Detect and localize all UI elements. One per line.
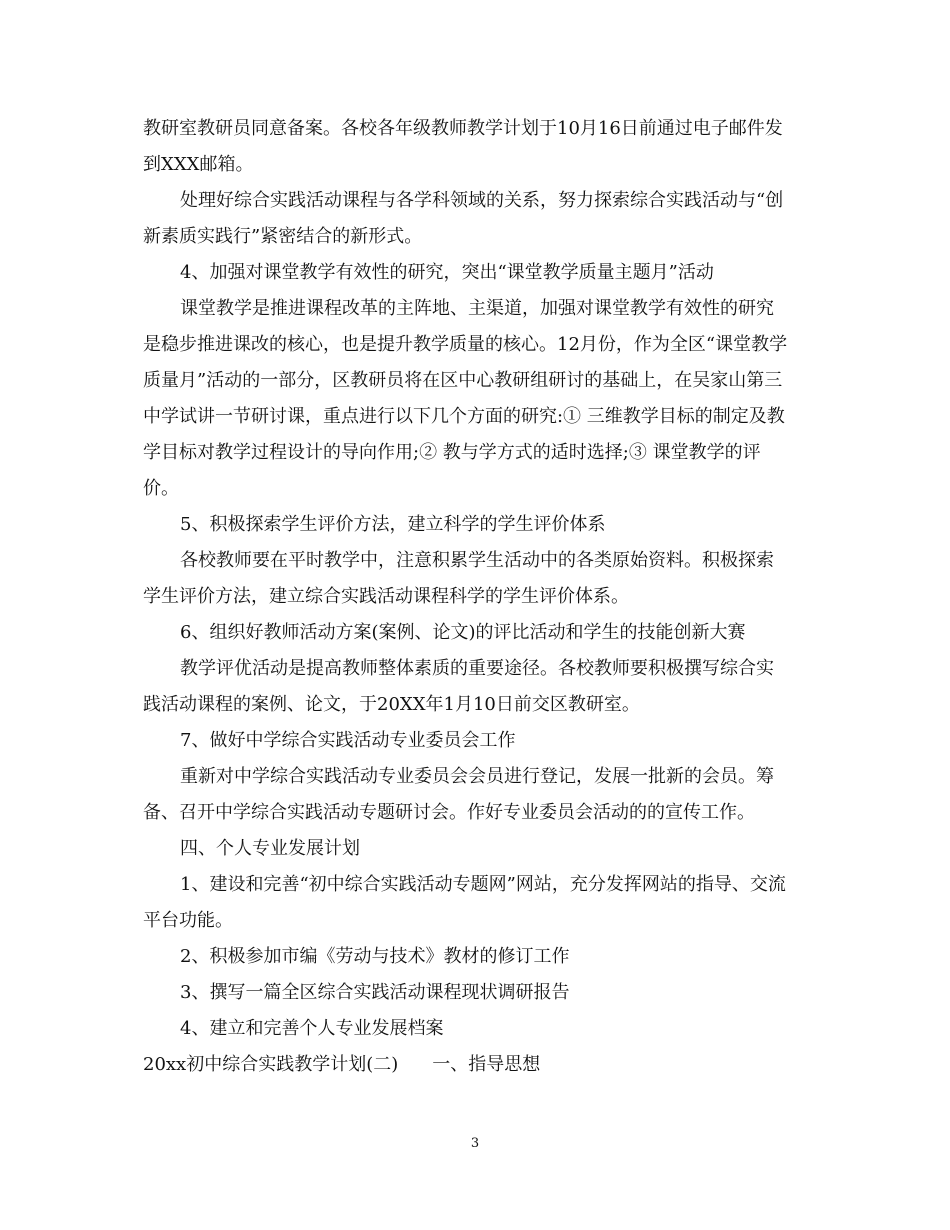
text-line: 中学试讲一节研讨课，重点进行以下几个方面的研究:① 三维教学目标的制定及教 bbox=[143, 406, 785, 427]
text-line: 处理好综合实践活动课程与各学科领域的关系，努力探索综合实践活动与“创 bbox=[180, 190, 784, 211]
text-line: 2、积极参加市编《劳动与技术》教材的修订工作 bbox=[180, 946, 570, 967]
text-line: 践活动课程的案例、论文，于20XX年1月10日前交区教研室。 bbox=[143, 694, 640, 715]
section-heading: 7、做好中学综合实践活动专业委员会工作 bbox=[180, 730, 516, 751]
section-heading: 四、个人专业发展计划 bbox=[180, 838, 360, 859]
text-line: 重新对中学综合实践活动专业委员会会员进行登记，发展一批新的会员。筹 bbox=[180, 766, 774, 787]
text-line: 课堂教学是推进课程改革的主阵地、主渠道，加强对课堂教学有效性的研究 bbox=[180, 298, 774, 319]
text-line: 价。 bbox=[143, 478, 179, 499]
text-line: 教学评优活动是提高教师整体素质的重要途径。各校教师要积极撰写综合实 bbox=[180, 658, 774, 679]
text-line: 平台功能。 bbox=[143, 910, 233, 931]
text-line: 各校教师要在平时教学中，注意积累学生活动中的各类原始资料。积极探索 bbox=[180, 550, 774, 571]
section-heading: 5、积极探索学生评价方法，建立科学的学生评价体系 bbox=[180, 514, 606, 535]
section-heading: 6、组织好教师活动方案(案例、论文)的评比活动和学生的技能创新大赛 bbox=[180, 622, 746, 643]
text-line: 学目标对教学过程设计的导向作用;② 教与学方式的适时选择;③ 课堂教学的评 bbox=[143, 442, 761, 463]
text-line: 是稳步推进课改的核心，也是提升教学质量的核心。12月份，作为全区“课堂教学 bbox=[143, 334, 788, 355]
text-line bbox=[143, 1053, 540, 1077]
text-line: 学生评价方法，建立综合实践活动课程科学的学生评价体系。 bbox=[143, 586, 629, 607]
section-heading: 一、指导思想 bbox=[432, 1054, 541, 1075]
text-line: 质量月”活动的一部分，区教研员将在区中心教研组研讨的基础上，在吴家山第三 bbox=[143, 370, 783, 391]
text-line: 新素质实践行”紧密结合的新形式。 bbox=[143, 226, 423, 247]
page-number: 3 bbox=[470, 1136, 480, 1151]
section-heading: 4、加强对课堂教学有效性的研究，突出“课堂教学质量主题月”活动 bbox=[180, 262, 714, 283]
text-line: 3、撰写一篇全区综合实践活动课程现状调研报告 bbox=[180, 982, 570, 1003]
text-line: 1、建设和完善“初中综合实践活动专题网”网站，充分发挥网站的指导、交流 bbox=[180, 874, 786, 895]
text-line: 备、召开中学综合实践活动专题研讨会。作好专业委员会活动的的宣传工作。 bbox=[143, 802, 755, 823]
text-line: 到XXX邮箱。 bbox=[143, 154, 254, 175]
text-line: 教研室教研员同意备案。各校各年级教师教学计划于10月16日前通过电子邮件发 bbox=[143, 118, 783, 139]
text-line: 4、建立和完善个人专业发展档案 bbox=[180, 1018, 444, 1039]
document-title-ref: 20xx初中综合实践教学计划(二) bbox=[143, 1054, 399, 1075]
